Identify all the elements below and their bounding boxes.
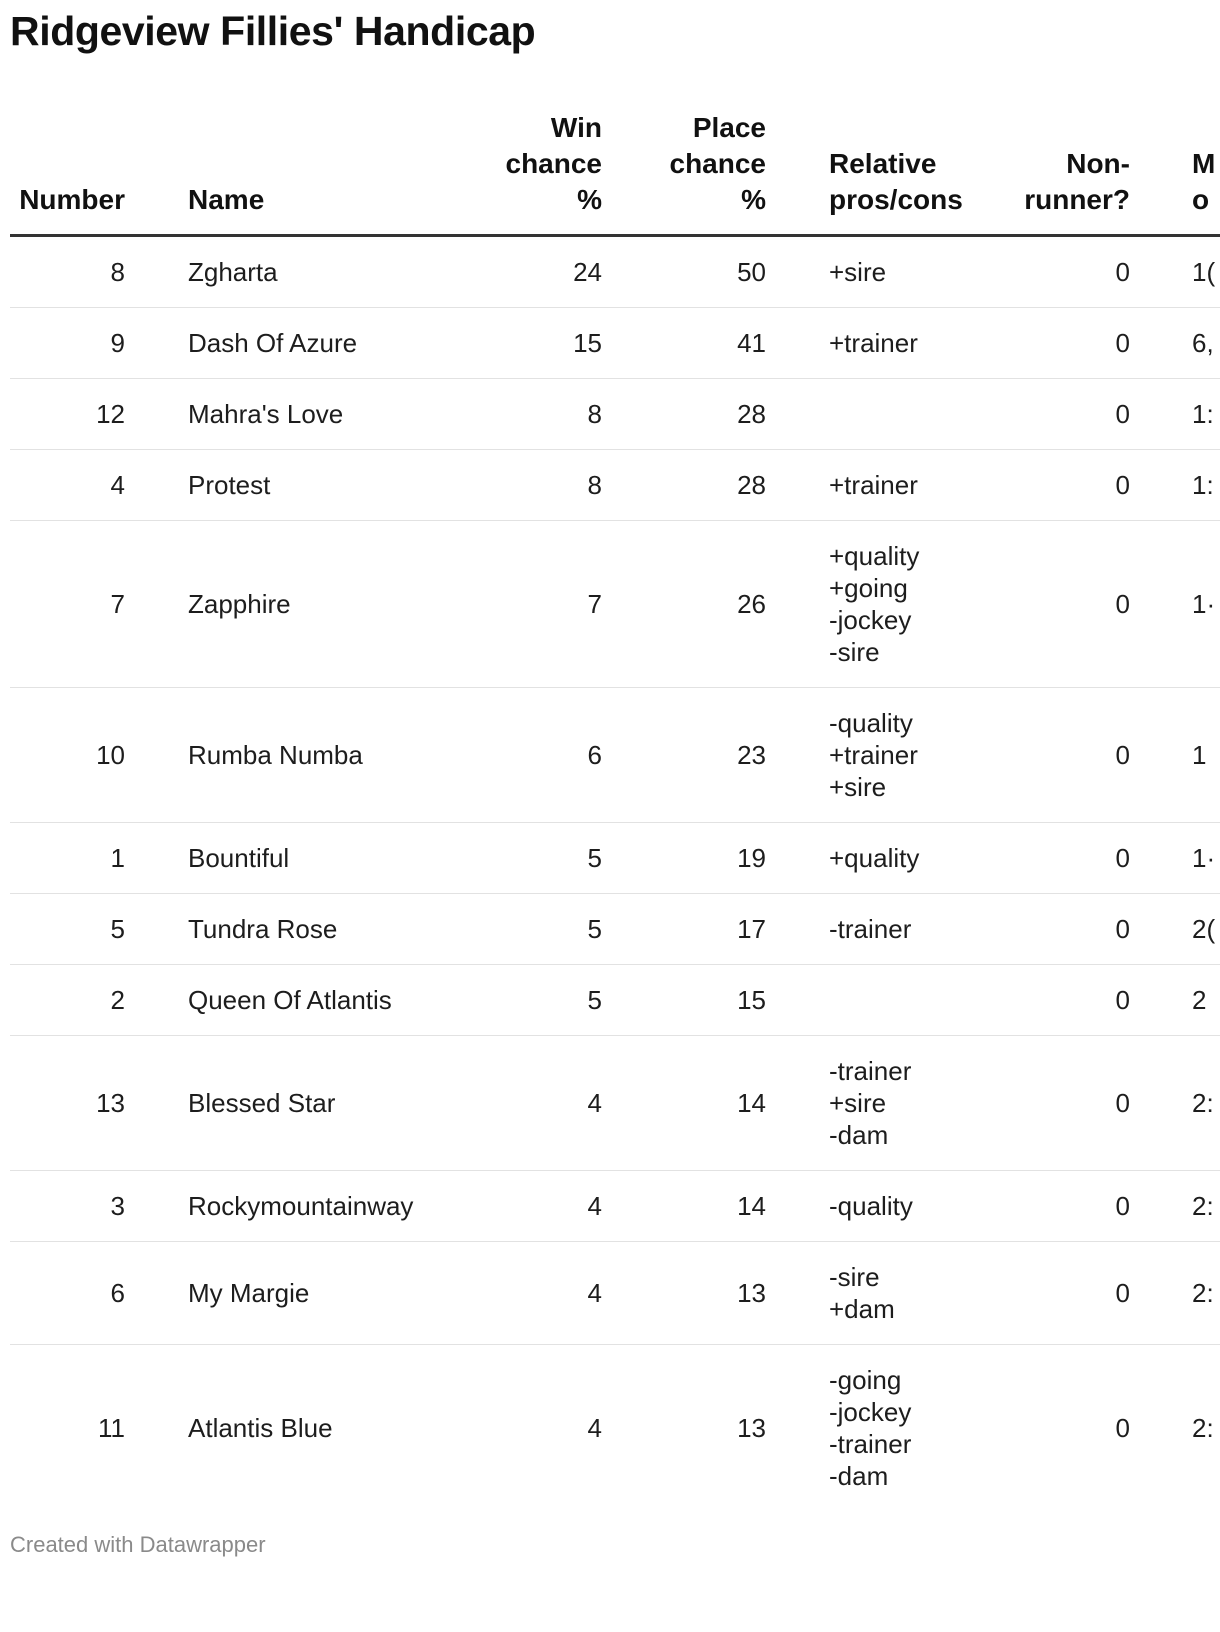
- column-header-line: o: [1192, 184, 1210, 215]
- cell-pros: [766, 379, 966, 450]
- cell-place: 28: [602, 450, 766, 521]
- table-row: [10, 379, 1220, 450]
- results-table-container[interactable]: [10, 110, 1220, 1560]
- cell-nonrunner: 0: [966, 894, 1130, 965]
- cell-pros: [766, 1036, 966, 1171]
- cell-name: Zapphire: [125, 521, 425, 688]
- column-header-line: Name: [188, 184, 265, 215]
- cell-number: 4: [10, 450, 125, 521]
- cell-number: 6: [10, 1242, 125, 1345]
- cell-place: 15: [602, 965, 766, 1036]
- cell-name: Zgharta: [125, 236, 425, 308]
- cell-win: 4: [425, 1036, 602, 1171]
- cell-nonrunner: 0: [966, 1242, 1130, 1345]
- cell-pros: [766, 1345, 966, 1512]
- cell-pros: [766, 236, 966, 308]
- cell-name: Blessed Star: [125, 1036, 425, 1171]
- pros-cons-item: +sire: [829, 1088, 887, 1118]
- pros-cons-item: +quality: [829, 843, 920, 873]
- pros-cons-item: -trainer: [829, 1056, 912, 1086]
- pros-cons-item: -quality: [829, 1191, 913, 1221]
- cell-more: 1:: [1130, 450, 1220, 521]
- column-header-pros: [766, 110, 966, 236]
- table-row: [10, 894, 1220, 965]
- pros-cons-item: -trainer: [829, 1429, 912, 1459]
- cell-name: Atlantis Blue: [188, 1413, 333, 1443]
- cell-more: 2:: [1130, 1171, 1220, 1242]
- cell-name: Queen Of Atlantis: [125, 965, 425, 1036]
- cell-win: 8: [425, 379, 602, 450]
- table-row: [10, 1171, 1220, 1242]
- cell-nonrunner: 0: [966, 688, 1130, 823]
- cell-number: 7: [10, 521, 125, 688]
- column-header-place: [602, 110, 766, 236]
- cell-place: 50: [602, 236, 766, 308]
- cell-name: My Margie: [125, 1242, 425, 1345]
- column-header-number: [10, 110, 125, 236]
- cell-more: 1(: [1130, 236, 1220, 308]
- pros-cons-item: +sire: [829, 772, 887, 802]
- pros-cons-item: +dam: [829, 1294, 895, 1324]
- cell-nonrunner: 0: [966, 236, 1130, 308]
- table-row: [10, 308, 1220, 379]
- cell-more: 1: [1130, 688, 1220, 823]
- cell-more: 2(: [1130, 894, 1220, 965]
- table-row: [10, 450, 1220, 521]
- cell-number: 13: [10, 1036, 125, 1171]
- cell-number: 12: [10, 379, 125, 450]
- column-header-line: Non-: [1066, 148, 1130, 179]
- column-header-more: [1130, 110, 1220, 236]
- footer-credit: Created with Datawrapper: [10, 1532, 266, 1557]
- chart-title: Ridgeview Fillies' Handicap: [10, 8, 536, 54]
- cell-name: Mahra's Love: [125, 379, 425, 450]
- cell-name: Dash Of Azure: [125, 308, 425, 379]
- cell-number: 2: [10, 965, 125, 1036]
- column-header-line: %: [741, 184, 766, 215]
- cell-nonrunner: 0: [966, 379, 1130, 450]
- pros-cons-item: +quality: [829, 541, 920, 571]
- cell-place: 26: [602, 521, 766, 688]
- cell-number: 9: [10, 308, 125, 379]
- cell-nonrunner: 0: [966, 308, 1130, 379]
- column-header-line: chance: [669, 148, 766, 179]
- cell-name: Protest: [125, 450, 425, 521]
- cell-more: 2:: [1192, 1413, 1214, 1443]
- cell-number: 8: [10, 236, 125, 308]
- column-header-line: runner?: [1024, 184, 1130, 215]
- cell-place: 14: [602, 1171, 766, 1242]
- table-row: [10, 1036, 1220, 1171]
- cell-place: 13: [737, 1413, 766, 1443]
- cell-more: 2:: [1130, 1036, 1220, 1171]
- table-row: [10, 1242, 1220, 1345]
- column-header-line: Number: [19, 184, 125, 215]
- cell-pros: [766, 1171, 966, 1242]
- cell-more: 6,: [1130, 308, 1220, 379]
- cell-place: 13: [602, 1242, 766, 1345]
- results-table: [10, 110, 1220, 1511]
- pros-cons-item: -trainer: [829, 914, 912, 944]
- column-header-line: M: [1192, 148, 1216, 179]
- cell-more: 1·: [1130, 823, 1220, 894]
- cell-pros: [766, 965, 966, 1036]
- cell-nonrunner: 0: [966, 450, 1130, 521]
- cell-win: 24: [425, 236, 602, 308]
- cell-win: 5: [425, 965, 602, 1036]
- pros-cons-item: +trainer: [829, 740, 918, 770]
- pros-cons-item: -quality: [829, 708, 913, 738]
- cell-win: 5: [425, 894, 602, 965]
- table-row: [10, 1345, 1220, 1512]
- pros-cons-item: +trainer: [829, 470, 918, 500]
- cell-number: 1: [10, 823, 125, 894]
- cell-pros: [766, 1242, 966, 1345]
- cell-place: 14: [602, 1036, 766, 1171]
- cell-nonrunner: 0: [966, 823, 1130, 894]
- cell-place: 23: [602, 688, 766, 823]
- cell-name: Rumba Numba: [125, 688, 425, 823]
- cell-more: 2:: [1130, 1242, 1220, 1345]
- column-header-line: pros/cons: [829, 184, 963, 215]
- pros-cons-item: +going: [829, 573, 908, 603]
- column-header-name: [125, 110, 425, 236]
- cell-more: 1·: [1130, 521, 1220, 688]
- pros-cons-item: -dam: [829, 1461, 889, 1491]
- cell-number: 5: [10, 894, 125, 965]
- cell-place: 19: [602, 823, 766, 894]
- cell-number: 3: [10, 1171, 125, 1242]
- cell-win: 4: [425, 1242, 602, 1345]
- column-header-line: %: [577, 184, 602, 215]
- cell-win: 4: [425, 1171, 602, 1242]
- table-row: [10, 823, 1220, 894]
- cell-name: Tundra Rose: [125, 894, 425, 965]
- cell-more: 1:: [1130, 379, 1220, 450]
- table-body: [10, 236, 1220, 1512]
- cell-win: 5: [425, 823, 602, 894]
- cell-nonrunner: 0: [966, 521, 1130, 688]
- cell-win: 4: [587, 1413, 602, 1443]
- cell-nonrunner: 0: [966, 1171, 1130, 1242]
- cell-number: 11: [98, 1413, 125, 1443]
- cell-win: 6: [425, 688, 602, 823]
- cell-pros: [766, 308, 966, 379]
- column-header-nonrunner: [966, 110, 1130, 236]
- table-row: [10, 688, 1220, 823]
- cell-win: 7: [425, 521, 602, 688]
- pros-cons-item: -jockey: [829, 605, 912, 635]
- table-row: [10, 965, 1220, 1036]
- cell-pros: [766, 894, 966, 965]
- header-row: [10, 110, 1220, 236]
- pros-cons-item: -sire: [829, 1262, 880, 1292]
- cell-nonrunner: 0: [966, 1036, 1130, 1171]
- cell-pros: [766, 450, 966, 521]
- pros-cons-item: -jockey: [829, 1397, 912, 1427]
- column-header-line: Win: [550, 112, 602, 143]
- column-header-line: Relative: [829, 148, 937, 179]
- table-row: [10, 236, 1220, 308]
- cell-name: Rockymountainway: [125, 1171, 425, 1242]
- pros-cons-item: -dam: [829, 1120, 889, 1150]
- cell-win: 8: [425, 450, 602, 521]
- cell-nonrunner: 0: [1115, 1413, 1130, 1443]
- cell-win: 15: [425, 308, 602, 379]
- cell-name: Bountiful: [125, 823, 425, 894]
- cell-number: 10: [10, 688, 125, 823]
- pros-cons-item: +trainer: [829, 328, 918, 358]
- column-header-line: chance: [505, 148, 602, 179]
- cell-place: 17: [602, 894, 766, 965]
- cell-more: 2: [1130, 965, 1220, 1036]
- cell-place: 41: [602, 308, 766, 379]
- table-row: [10, 521, 1220, 688]
- column-header-win: [425, 110, 602, 236]
- pros-cons-item: +sire: [829, 257, 887, 287]
- column-header-line: Place: [692, 112, 766, 143]
- pros-cons-item: -going: [829, 1365, 902, 1395]
- cell-place: 28: [602, 379, 766, 450]
- cell-nonrunner: 0: [966, 965, 1130, 1036]
- cell-pros: [766, 521, 966, 688]
- cell-pros: [766, 688, 966, 823]
- pros-cons-item: -sire: [829, 637, 880, 667]
- cell-pros: [766, 823, 966, 894]
